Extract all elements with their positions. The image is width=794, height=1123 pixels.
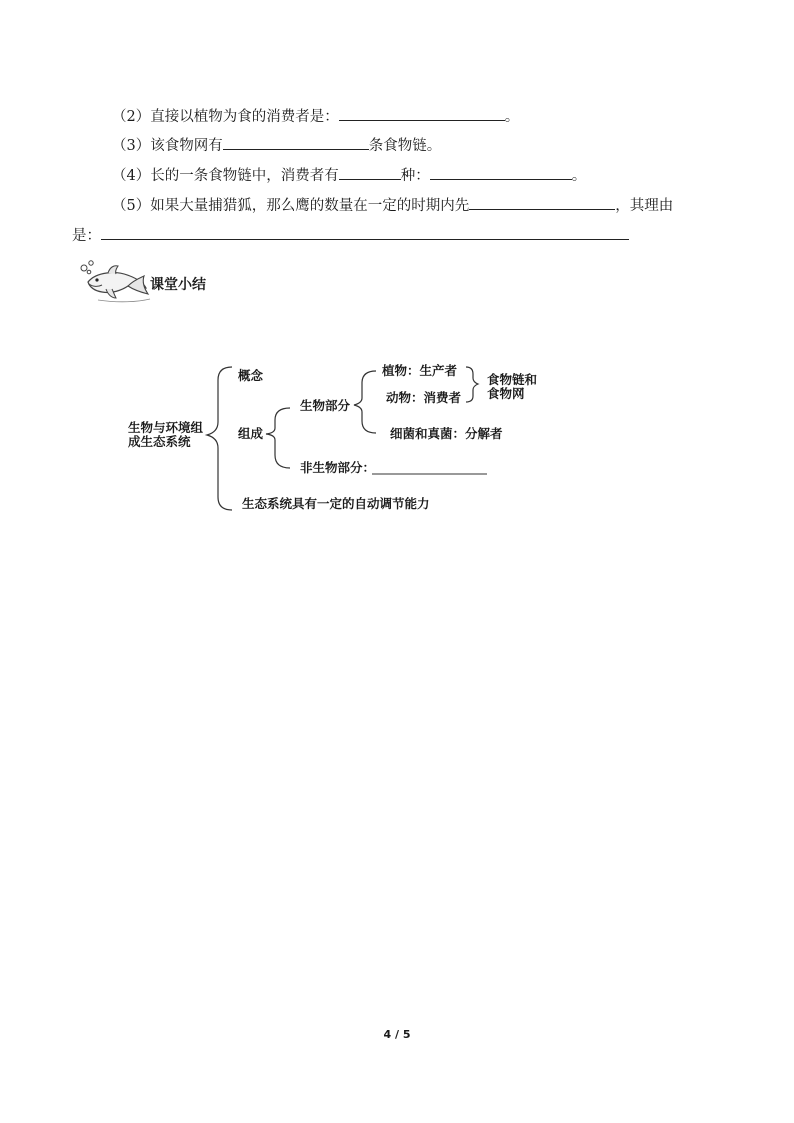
main-bracket: [207, 367, 232, 510]
question-3-suffix: 条食物链。: [368, 138, 442, 154]
diagram-plants: 植物：生产者: [382, 363, 458, 378]
food-chain-bracket: [466, 367, 478, 402]
section-title-summary: 课堂小结: [150, 277, 206, 293]
question-2-suffix: 。: [504, 109, 520, 125]
diagram-food-chain-line1: 食物链和: [487, 372, 538, 387]
question-2-text: （2）直接以植物为食的消费者是：: [112, 109, 339, 125]
diagram-decomposers: 细菌和真菌：分解者: [390, 426, 503, 441]
diagram-biotic: 生物部分: [300, 398, 351, 413]
composition-bracket: [266, 408, 290, 468]
question-3-text: （3）该食物网有: [112, 138, 223, 154]
page-number: 4 / 5: [383, 1028, 411, 1041]
diagram-root-line2: 成生态系统: [128, 434, 191, 449]
diagram-self-regulation: 生态系统具有一定的自动调节能力: [242, 496, 430, 511]
diagram-composition: 组成: [238, 426, 264, 441]
question-5-suffix: ，其理由: [615, 198, 674, 214]
diagram-root-line1: 生物与环境组: [128, 420, 204, 435]
biotic-bracket: [354, 371, 376, 433]
question-5-text: （5）如果大量捕猎狐，那么鹰的数量在一定的时期内先: [112, 198, 470, 214]
diagram-concept: 概念: [238, 368, 264, 383]
diagram-animals: 动物：消费者: [386, 390, 462, 405]
question-4-suffix: 。: [571, 168, 587, 184]
diagram-food-chain-line2: 食物网: [487, 386, 525, 401]
diagram-abiotic: 非生物部分：: [300, 460, 376, 475]
question-5-reason-label: 是：: [72, 228, 101, 244]
question-4-middle: 种：: [400, 168, 430, 184]
question-4-text: （4）长的一条食物链中，消费者有: [112, 168, 339, 184]
